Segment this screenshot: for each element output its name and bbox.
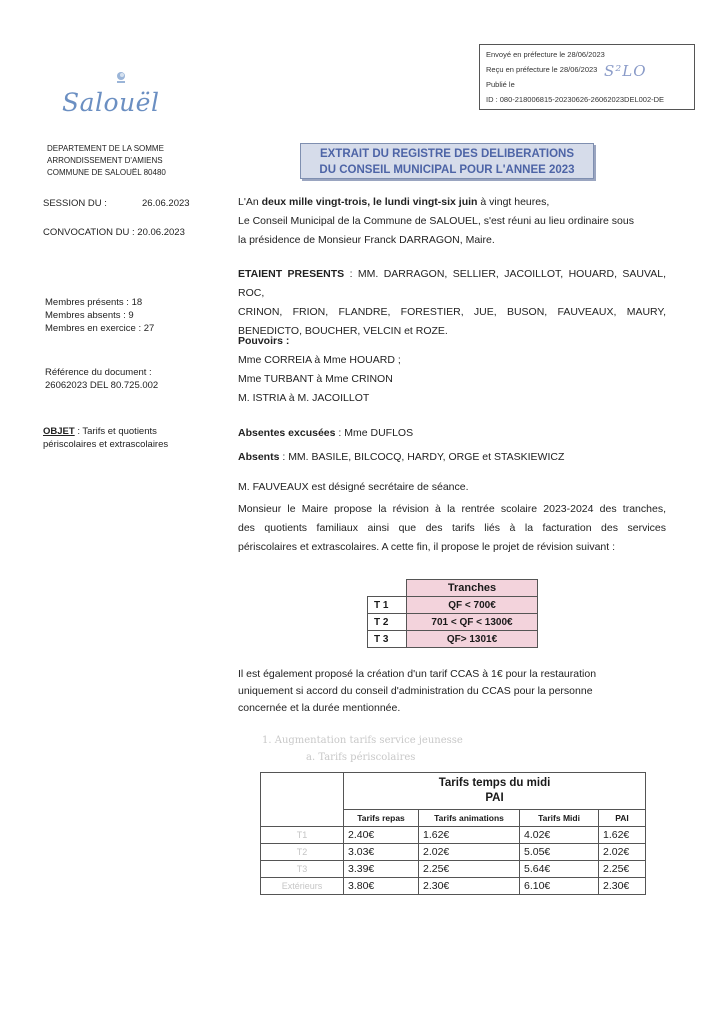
table-cell: 2.30€ (599, 878, 646, 895)
table-cell: 2.02€ (599, 844, 646, 861)
row-label: T2 (261, 844, 344, 861)
table-cell: 6.10€ (520, 878, 599, 895)
prefecture-stamp (479, 44, 695, 110)
objet-label: OBJET (43, 426, 75, 437)
table-cell: 3.80€ (344, 878, 419, 895)
table-cell: 2.40€ (344, 827, 419, 844)
members-absent: Membres absents : 9 (45, 310, 134, 321)
pouvoir-item: M. ISTRIA à M. JACOILLOT (238, 392, 370, 404)
stamp-received: Reçu en préfecture le 28/06/2023 (486, 65, 598, 74)
table-row (368, 631, 538, 648)
stamp-published: Publié le (486, 80, 515, 89)
table-cell: 5.64€ (520, 861, 599, 878)
session-date: 26.06.2023 (142, 198, 190, 209)
tranche-value: QF < 700€ (407, 597, 538, 614)
table-row (261, 878, 646, 895)
column-header: Tarifs animations (419, 810, 520, 827)
table-cell: 3.03€ (344, 844, 419, 861)
column-header: Tarifs repas (344, 810, 419, 827)
pouvoirs-label: Pouvoirs : (238, 335, 290, 347)
intro-paragraph (238, 193, 666, 250)
session-row (43, 197, 190, 210)
objet-block (43, 425, 168, 451)
table-row (261, 827, 646, 844)
reference-value: 26062023 DEL 80.725.002 (45, 380, 159, 391)
tarifs-header-sub: PAI (485, 792, 504, 804)
intro-date: deux mille vingt-trois, le lundi vingt-six juin (261, 196, 478, 208)
tranches-corner (368, 580, 407, 597)
proposal-line-1: Monsieur le Maire propose la révision à la rentrée scolaire 2023-2024 des tranches, (238, 503, 666, 515)
reference-label: Référence du document : (45, 367, 152, 378)
tarifs-header (344, 773, 646, 810)
table-cell: 5.05€ (520, 844, 599, 861)
row-label: T3 (261, 861, 344, 878)
pouvoirs-block (238, 332, 666, 408)
department-line: DEPARTEMENT DE LA SOMME (47, 144, 164, 153)
pouvoir-item: Mme CORREIA à Mme HOUARD ; (238, 354, 401, 366)
ccas-line-1: Il est également proposé la création d'un tarif CCAS à 1€ pour la restauration (238, 668, 597, 680)
logo-icon (115, 70, 127, 84)
intro-line-3: la présidence de Monsieur Franck DARRAGON, Maire. (238, 234, 495, 246)
stamp-sent: Envoyé en préfecture le 28/06/2023 (486, 50, 605, 59)
ccas-line-3: concernée et la durée mentionnée. (238, 702, 401, 714)
table-row (261, 844, 646, 861)
title-line-1: EXTRAIT DU REGISTRE DES DELIBERATIONS (319, 148, 575, 160)
tarifs-header-title: Tarifs temps du midi (438, 777, 551, 789)
column-header: Tarifs Midi (520, 810, 599, 827)
tranche-label: T 3 (368, 631, 407, 648)
table-cell: 2.02€ (419, 844, 520, 861)
row-label: Extérieurs (261, 878, 344, 895)
table-cell: 1.62€ (419, 827, 520, 844)
table-cell: 2.25€ (419, 861, 520, 878)
tranche-label: T 1 (368, 597, 407, 614)
presents-line-1: : MM. DARRAGON, SELLIER, JACOILLOT, HOUARD, SAUVAL, ROC, (238, 268, 667, 299)
section-heading: 1. Augmentation tarifs service jeunesse (262, 735, 463, 746)
reference-block (45, 366, 158, 392)
presents-line-3: BENEDICTO, BOUCHER, VELCIN et ROZE. (238, 325, 448, 337)
stamp-signature: S²LO (604, 62, 647, 80)
table-cell: 4.02€ (520, 827, 599, 844)
excusees-label: Absentes excusées (238, 427, 336, 439)
pouvoir-item: Mme TURBANT à Mme CRINON (238, 373, 393, 385)
intro-line-2: Le Conseil Municipal de la Commune de SALOUEL, s'est réuni au lieu ordinaire sous (238, 215, 634, 227)
presents-paragraph (238, 265, 666, 341)
members-present: Membres présents : 18 (45, 297, 143, 308)
presents-line-2: CRINON, FRION, FLANDRE, FORESTIER, JUE, BUSON, FAUVEAUX, MAURY, (238, 306, 666, 318)
excusees-line (238, 424, 666, 443)
department-header (47, 143, 166, 179)
session-label: SESSION DU : (43, 198, 107, 209)
proposal-paragraph (238, 500, 666, 557)
table-row (368, 597, 538, 614)
absents-label: Absents (238, 451, 280, 463)
objet-text-2: périscolaires et extrascolaires (43, 439, 169, 450)
presents-label: ETAIENT PRESENTS (238, 268, 345, 280)
tarifs-corner (261, 773, 344, 827)
tranches-header: Tranches (407, 580, 538, 597)
tranche-value: 701 < QF < 1300€ (407, 614, 538, 631)
intro-start: L'An (238, 196, 262, 208)
tranches-table (367, 579, 538, 648)
row-label: T1 (261, 827, 344, 844)
proposal-line-3: périscolaires et extrascolaires. A cette fin, il propose le projet de révision suivant : (238, 541, 616, 553)
table-cell: 2.25€ (599, 861, 646, 878)
subsection-heading: a. Tarifs périscolaires (306, 752, 416, 763)
absents-text: : MM. BASILE, BILCOCQ, HARDY, ORGE et STASKIEWICZ (279, 451, 565, 463)
intro-time: à vingt heures, (477, 196, 550, 208)
convocation: CONVOCATION DU : 20.06.2023 (43, 227, 185, 238)
table-cell: 2.30€ (419, 878, 520, 895)
objet-text: : Tarifs et quotients (74, 426, 157, 437)
tranche-label: T 2 (368, 614, 407, 631)
commune-logo: Salouël (62, 88, 160, 117)
table-cell: 1.62€ (599, 827, 646, 844)
stamp-id: ID : 080-218006815-20230626-26062023DEL002-DE (486, 95, 665, 104)
ccas-line-2: uniquement si accord du conseil d'administration du CCAS pour la personne (238, 685, 593, 697)
tranche-value: QF> 1301€ (407, 631, 538, 648)
absents-line (238, 448, 666, 467)
ccas-paragraph (238, 666, 666, 717)
title-line-2: DU CONSEIL MUNICIPAL POUR L'ANNEE 2023 (319, 164, 575, 176)
table-row (368, 614, 538, 631)
commune-line: COMMUNE DE SALOUËL 80480 (47, 168, 166, 177)
proposal-line-2: des quotients familiaux ainsi que des tarifs liés à la facturation des services (238, 522, 666, 534)
excusees-text: : Mme DUFLOS (335, 427, 414, 439)
members-exercice: Membres en exercice : 27 (45, 323, 155, 334)
members-block (45, 296, 154, 335)
secretaire-line: M. FAUVEAUX est désigné secrétaire de séance. (238, 481, 469, 493)
arrondissement-line: ARRONDISSEMENT D'AMIENS (47, 156, 163, 165)
table-row (261, 861, 646, 878)
column-header: PAI (599, 810, 646, 827)
tarifs-table (260, 772, 646, 895)
table-cell: 3.39€ (344, 861, 419, 878)
document-title (300, 143, 594, 179)
